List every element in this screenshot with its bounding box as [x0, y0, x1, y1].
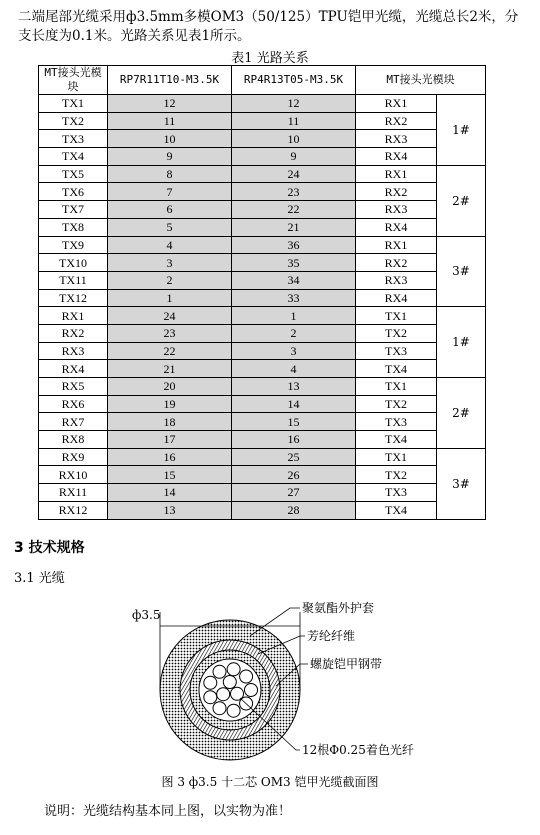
optical-fiber: [204, 676, 217, 689]
callout-fibers: 12根Φ0.25着色光纤: [302, 743, 414, 757]
table-cell: 3: [108, 254, 232, 272]
table-cell: 1: [108, 289, 232, 307]
table-row: [39, 236, 486, 254]
group-cell: 3#: [437, 236, 486, 307]
table-cell: 6: [108, 201, 232, 219]
table-cell: RX3: [356, 201, 437, 219]
table-row: [39, 501, 486, 519]
table-cell: RX2: [356, 112, 437, 130]
table-cell: 3: [232, 342, 356, 360]
table-cell: RX3: [39, 342, 108, 360]
table-row: [39, 95, 486, 113]
table-cell: 26: [232, 466, 356, 484]
table-cell: RX12: [39, 501, 108, 519]
table-row: [39, 165, 486, 183]
table-cell: TX3: [356, 413, 437, 431]
table-cell: 25: [232, 448, 356, 466]
table-row: [39, 130, 486, 148]
table-cell: 23: [232, 183, 356, 201]
header-cell: RP4R13T05-M3.5K: [232, 66, 356, 95]
callout-armor: 螺旋铠甲钢带: [310, 657, 383, 671]
table-cell: RX6: [39, 395, 108, 413]
note-text: 说明：光缆结构基本同上图，以实物为准！: [44, 804, 292, 819]
table-cell: TX3: [356, 342, 437, 360]
table-cell: TX6: [39, 183, 108, 201]
table-cell: 12: [108, 95, 232, 113]
optical-fiber: [204, 691, 217, 704]
table-cell: 28: [232, 501, 356, 519]
table-cell: TX4: [356, 501, 437, 519]
table-cell: RX1: [39, 307, 108, 325]
table-cell: 13: [108, 501, 232, 519]
table-cell: RX3: [356, 271, 437, 289]
table-cell: 18: [108, 413, 232, 431]
table-row: [39, 218, 486, 236]
table-cell: RX4: [356, 218, 437, 236]
table-cell: 11: [232, 112, 356, 130]
table-cell: RX4: [356, 289, 437, 307]
table-cell: TX2: [39, 112, 108, 130]
table-cell: 9: [232, 148, 356, 166]
table-cell: RX2: [356, 254, 437, 272]
group-cell: 1#: [437, 307, 486, 378]
table-cell: 4: [108, 236, 232, 254]
table-row: [39, 254, 486, 272]
table-cell: 27: [232, 484, 356, 502]
table-row: [39, 466, 486, 484]
table-cell: 13: [232, 378, 356, 396]
table-cell: TX4: [356, 431, 437, 449]
table-cell: 16: [232, 431, 356, 449]
header-cell: RP7R11T10-M3.5K: [108, 66, 232, 95]
table-cell: RX10: [39, 466, 108, 484]
table-cell: 22: [232, 201, 356, 219]
table-row: [39, 431, 486, 449]
table-cell: 35: [232, 254, 356, 272]
table-cell: TX4: [39, 148, 108, 166]
table-cell: TX2: [356, 466, 437, 484]
table-cell: TX11: [39, 271, 108, 289]
table-cell: TX3: [39, 130, 108, 148]
optical-fiber: [245, 684, 258, 697]
optical-fiber: [227, 663, 240, 676]
table-cell: RX7: [39, 413, 108, 431]
group-cell: 2#: [437, 378, 486, 449]
table-title: 表1 光路关系: [231, 51, 309, 66]
table-cell: TX2: [356, 395, 437, 413]
table-cell: TX1: [356, 378, 437, 396]
table-cell: 2: [232, 324, 356, 342]
table-cell: TX4: [356, 360, 437, 378]
table-cell: RX8: [39, 431, 108, 449]
table-cell: 7: [108, 183, 232, 201]
table-cell: 24: [232, 165, 356, 183]
header-cell: MT接头光模块: [39, 66, 108, 95]
group-cell: 3#: [437, 448, 486, 519]
table-cell: 21: [108, 360, 232, 378]
intro-paragraph: 二端尾部光缆采用ф3.5mm多模OM3（50/125）TPU铠甲光缆，光缆总长2米，分支长度为0.1米。光路关系见表1所示。: [18, 9, 519, 44]
table-cell: 9: [108, 148, 232, 166]
table-cell: RX1: [356, 95, 437, 113]
table-cell: RX9: [39, 448, 108, 466]
table-cell: 14: [232, 395, 356, 413]
table-cell: TX8: [39, 218, 108, 236]
table-cell: 34: [232, 271, 356, 289]
table-cell: TX1: [356, 307, 437, 325]
optical-fiber: [213, 665, 226, 678]
table-cell: 23: [108, 324, 232, 342]
fiber-mapping-table: [38, 65, 486, 520]
table-cell: RX1: [356, 165, 437, 183]
figure-caption: 图 3 ф3.5 十二芯 OM3 铠甲光缆截面图: [161, 775, 379, 789]
diameter-label: ф3.5: [132, 608, 161, 622]
optical-fiber: [217, 688, 230, 701]
table-cell: RX2: [39, 324, 108, 342]
table-row: [39, 413, 486, 431]
table-cell: TX10: [39, 254, 108, 272]
table-cell: TX12: [39, 289, 108, 307]
table-row: [39, 112, 486, 130]
table-cell: RX5: [39, 378, 108, 396]
optical-fiber: [223, 676, 236, 689]
table-row: [39, 324, 486, 342]
table-cell: 4: [232, 360, 356, 378]
table-cell: 12: [232, 95, 356, 113]
table-cell: TX2: [356, 324, 437, 342]
table-row: [39, 289, 486, 307]
table-cell: 11: [108, 112, 232, 130]
table-cell: 19: [108, 395, 232, 413]
table-cell: TX1: [39, 95, 108, 113]
table-row: [39, 378, 486, 396]
optical-fiber: [227, 704, 240, 717]
table-cell: RX11: [39, 484, 108, 502]
table-row: [39, 360, 486, 378]
optical-fiber: [213, 702, 226, 715]
header-cell: MT接头光模块: [356, 66, 486, 95]
table-cell: 15: [108, 466, 232, 484]
group-cell: 1#: [437, 95, 486, 166]
table-cell: 20: [108, 378, 232, 396]
table-cell: TX5: [39, 165, 108, 183]
callout-aramid: 芳纶纤维: [307, 629, 356, 643]
table-row: [39, 201, 486, 219]
table-row: [39, 148, 486, 166]
table-cell: TX3: [356, 484, 437, 502]
table-header-row: [39, 66, 486, 95]
table-cell: 24: [108, 307, 232, 325]
table-row: [39, 342, 486, 360]
table-cell: TX7: [39, 201, 108, 219]
table-cell: RX1: [356, 236, 437, 254]
table-cell: 10: [232, 130, 356, 148]
table-row: [39, 395, 486, 413]
table-cell: RX3: [356, 130, 437, 148]
table-cell: 33: [232, 289, 356, 307]
optical-fiber: [240, 670, 253, 683]
table-cell: 17: [108, 431, 232, 449]
table-cell: 1: [232, 307, 356, 325]
table-cell: RX4: [356, 148, 437, 166]
table-cell: 22: [108, 342, 232, 360]
subsection-heading: 3.1 光缆: [14, 571, 65, 586]
table-cell: 8: [108, 165, 232, 183]
table-cell: 16: [108, 448, 232, 466]
table-cell: 15: [232, 413, 356, 431]
table-row: [39, 183, 486, 201]
table-cell: 21: [232, 218, 356, 236]
table-cell: TX1: [356, 448, 437, 466]
section-heading: 3 技术规格: [14, 540, 85, 556]
table-row: [39, 448, 486, 466]
table-cell: TX9: [39, 236, 108, 254]
table-row: [39, 307, 486, 325]
table-cell: 5: [108, 218, 232, 236]
optical-fiber: [231, 687, 244, 700]
table-cell: 14: [108, 484, 232, 502]
table-cell: 2: [108, 271, 232, 289]
cable-cross-section-figure: [0, 590, 540, 800]
callout-jacket: 聚氨酯外护套: [302, 601, 375, 615]
group-cell: 2#: [437, 165, 486, 236]
table-cell: 36: [232, 236, 356, 254]
table-row: [39, 271, 486, 289]
table-cell: 10: [108, 130, 232, 148]
table-row: [39, 484, 486, 502]
table-cell: RX2: [356, 183, 437, 201]
table-cell: RX4: [39, 360, 108, 378]
